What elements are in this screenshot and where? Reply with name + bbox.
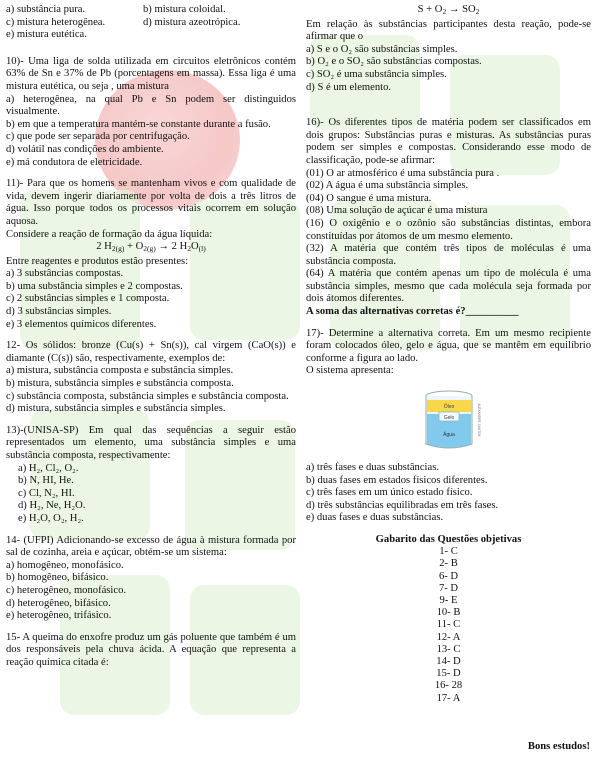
option-b: b) mistura coloidal.: [143, 4, 226, 15]
q16-sum-question: A soma das alternativas corretas é?__________: [306, 306, 519, 318]
q14-option: a) homogêneo, monofásico.: [6, 559, 124, 571]
q13-option: a) H₂, Cl₂, O₂.: [18, 462, 79, 474]
question-12-stem: 12- Os sólidos: bronze (Cu(s) + Sn(s)), cal virgem (CaO(s)) e diamante (C(s)) são, respectivamente, exemplos de:: [6, 340, 296, 364]
q13-option: e) H₂O, O₂, H₂.: [18, 512, 84, 524]
question-11-stem: 11)- Para que os homens se mantenham vivos e com qualidade de vida, devem ingerir diariamente por volta de dois a três litros de água. Isso porque todos os processos vitais ocorrem em solução aquosa.: [6, 178, 296, 227]
right-column: [306, 4, 591, 705]
q15-option: a) S e o O₂ são substâncias simples.: [306, 43, 458, 55]
q11-option: a) 3 substâncias compostas.: [6, 268, 124, 280]
answer-key: [306, 534, 591, 705]
q11-equation: 2 $H_{2(g)} + O_{2(g)} \to 2$ $H_2O_{(l)}$: [96, 241, 206, 254]
left-column: [6, 4, 296, 670]
q17-option: a) três fases e duas substâncias.: [306, 462, 439, 474]
q13-option: b) N, HI, He.: [18, 475, 74, 487]
q11-consider: Considere a reação de formação da água líquida:: [6, 228, 213, 240]
q16-item: (16) O oxigênio e o ozônio são substâncias distintas, embora constituídas por átomos de um mesmo elemento.: [306, 217, 591, 242]
q10-option: a) heterogênea, na qual Pb e Sn podem ser distinguidos visualmente.: [6, 93, 296, 118]
q10-option: c) que pode ser separada por centrifugação.: [6, 131, 190, 143]
q13-options: [6, 463, 296, 526]
question-14-stem: 14- (UFPI) Adicionando-se excesso de água à mistura formada por sal de cozinha, areia e açúcar, obtém-se um sistema:: [6, 534, 296, 559]
q10-option: e) má condutora de eletricidade.: [6, 156, 143, 168]
answer-key-item: 13- C: [436, 643, 461, 655]
q12-option: b) mistura, substância simples e substância composta.: [6, 378, 234, 390]
closing-message: Bons estudos!: [527, 741, 590, 753]
option-e: e) mistura eutética.: [6, 29, 87, 41]
answer-key-item: 14- D: [436, 656, 461, 668]
q12-option: a) mistura, substância composta e substância simples.: [6, 365, 234, 377]
answer-key-item: 15- D: [436, 668, 461, 680]
water-label: Água: [442, 432, 455, 439]
q12-option: d) mistura, substância simples e substância simples.: [6, 403, 226, 415]
q17-sub: O sistema apresenta:: [306, 365, 394, 377]
q10-option: b) em que a temperatura mantém-se constante durante a fusão.: [6, 118, 271, 130]
q15-equation: $S + O_2 \to SO_2$: [417, 4, 480, 16]
ice-label: Gelo: [443, 415, 454, 422]
question-16-stem: 16)- Os diferentes tipos de matéria podem ser classificados em dois grupos: Substâncias puras e misturas. As substâncias puras podem ser simples e compostas. Considerando esse modo de classificação, pode-se afirmar:: [306, 117, 591, 166]
q16-item: (32) A matéria que contém três tipos de moléculas é uma substância composta.: [306, 243, 591, 267]
q11-after: Entre reagentes e produtos estão presentes:: [6, 255, 189, 267]
answer-key-item: 7- D: [438, 582, 459, 594]
answer-key-item: 9- E: [439, 595, 458, 607]
q11-option: d) 3 substâncias simples.: [6, 306, 112, 318]
q14-option: e) heterogêneo, trifásico.: [6, 610, 112, 622]
answer-key-item: 12- A: [436, 631, 461, 643]
question-15-stem: 15- A queima do enxofre produz um gás poluente que também é um dos responsáveis pela chuva ácida. A equação que representa a reação química citada é:: [6, 631, 296, 668]
q17-option: b) duas fases em estados físicos diferentes.: [306, 474, 488, 486]
question-17-stem: 17)- Determine a alternativa correta. Em um mesmo recipiente foram colocados óleo, gelo e água, que se mantêm em equilíbrio conforme a figura ao lado.: [306, 327, 591, 364]
q14-option: c) heterogêneo, monofásico.: [6, 584, 127, 596]
question-10-stem: 10)- Uma liga de solda utilizada em circuitos eletrônicos contém 63% de Sn e 37% de Pb (porcentagens em massa). Essa liga é uma mistura eutética, ou seja , uma mistura: [6, 55, 296, 92]
answer-key-item: 16- 28: [434, 680, 463, 692]
beaker-figure: [414, 388, 484, 452]
q11-option: b) uma substância simples e 2 compostas.: [6, 280, 183, 292]
answer-key-item: 2- B: [439, 558, 458, 570]
q10-option: d) volátil nas condições do ambiente.: [6, 143, 164, 155]
q15-option: d) S é um elemento.: [306, 81, 392, 93]
beaker-image: [414, 388, 484, 452]
q16-item: (04) O sangue é uma mistura.: [306, 192, 432, 204]
q15-text: Em relação às substâncias participantes desta reação, pode-se afirmar que o: [306, 18, 591, 43]
option-a: a) substância pura.: [6, 4, 86, 15]
q14-option: d) heterogêneo, bifásico.: [6, 597, 111, 609]
answer-key-item: 10- B: [436, 607, 461, 619]
answer-key-title: Gabarito das Questões objetivas: [375, 534, 522, 545]
answer-key-item: 17- A: [436, 692, 461, 704]
q17-option: d) três substâncias equilibradas em três fases.: [306, 499, 499, 511]
q11-option: e) 3 elementos químicos diferentes.: [6, 318, 157, 330]
q14-option: b) homogêneo, bifásico.: [6, 572, 109, 584]
q17-option: c) três fases em um único estado físico.: [306, 487, 473, 499]
q16-item: (02) A água é uma substância simples.: [306, 180, 469, 192]
q15-option: c) SO₂ é uma substância simples.: [306, 68, 447, 80]
question-13-stem: 13)-(UNISA-SP) Em qual das sequências a seguir estão representados um elemento, uma substância simples e uma substância composta, respectivamente:: [6, 424, 296, 461]
q17-option: e) duas fases e duas substâncias.: [306, 512, 444, 524]
answer-key-item: 1- C: [439, 546, 458, 558]
oil-label: Óleo: [443, 404, 454, 411]
figure-credit: ALEXANDRE SANTOS: [476, 403, 481, 437]
q11-option: c) 2 substâncias simples e 1 composta.: [6, 293, 170, 305]
option-d: d) mistura azeotrópica.: [143, 16, 241, 28]
q13-option: c) Cl, N₂, HI.: [18, 487, 75, 499]
q16-item: (64) A matéria que contém apenas um tipo de molécula é uma substância simples, mesmo que cada molécula seja formada por dois átomos diferentes.: [306, 268, 591, 305]
q16-item: (01) O ar atmosférico é uma substância pura .: [306, 167, 500, 179]
q16-item: (08) Uma solução de açúcar é uma mistura: [306, 205, 488, 217]
q15-option: b) O₂ e o SO₂ são substâncias compostas.: [306, 56, 482, 68]
q13-option: d) H₂, Ne, H₂O.: [18, 500, 86, 512]
answer-key-item: 6- D: [438, 570, 459, 582]
q12-option: c) substância composta, substância simples e substância composta.: [6, 390, 289, 402]
answer-key-item: 11- C: [436, 619, 461, 631]
option-c: c) mistura heterogênea.: [6, 16, 106, 28]
